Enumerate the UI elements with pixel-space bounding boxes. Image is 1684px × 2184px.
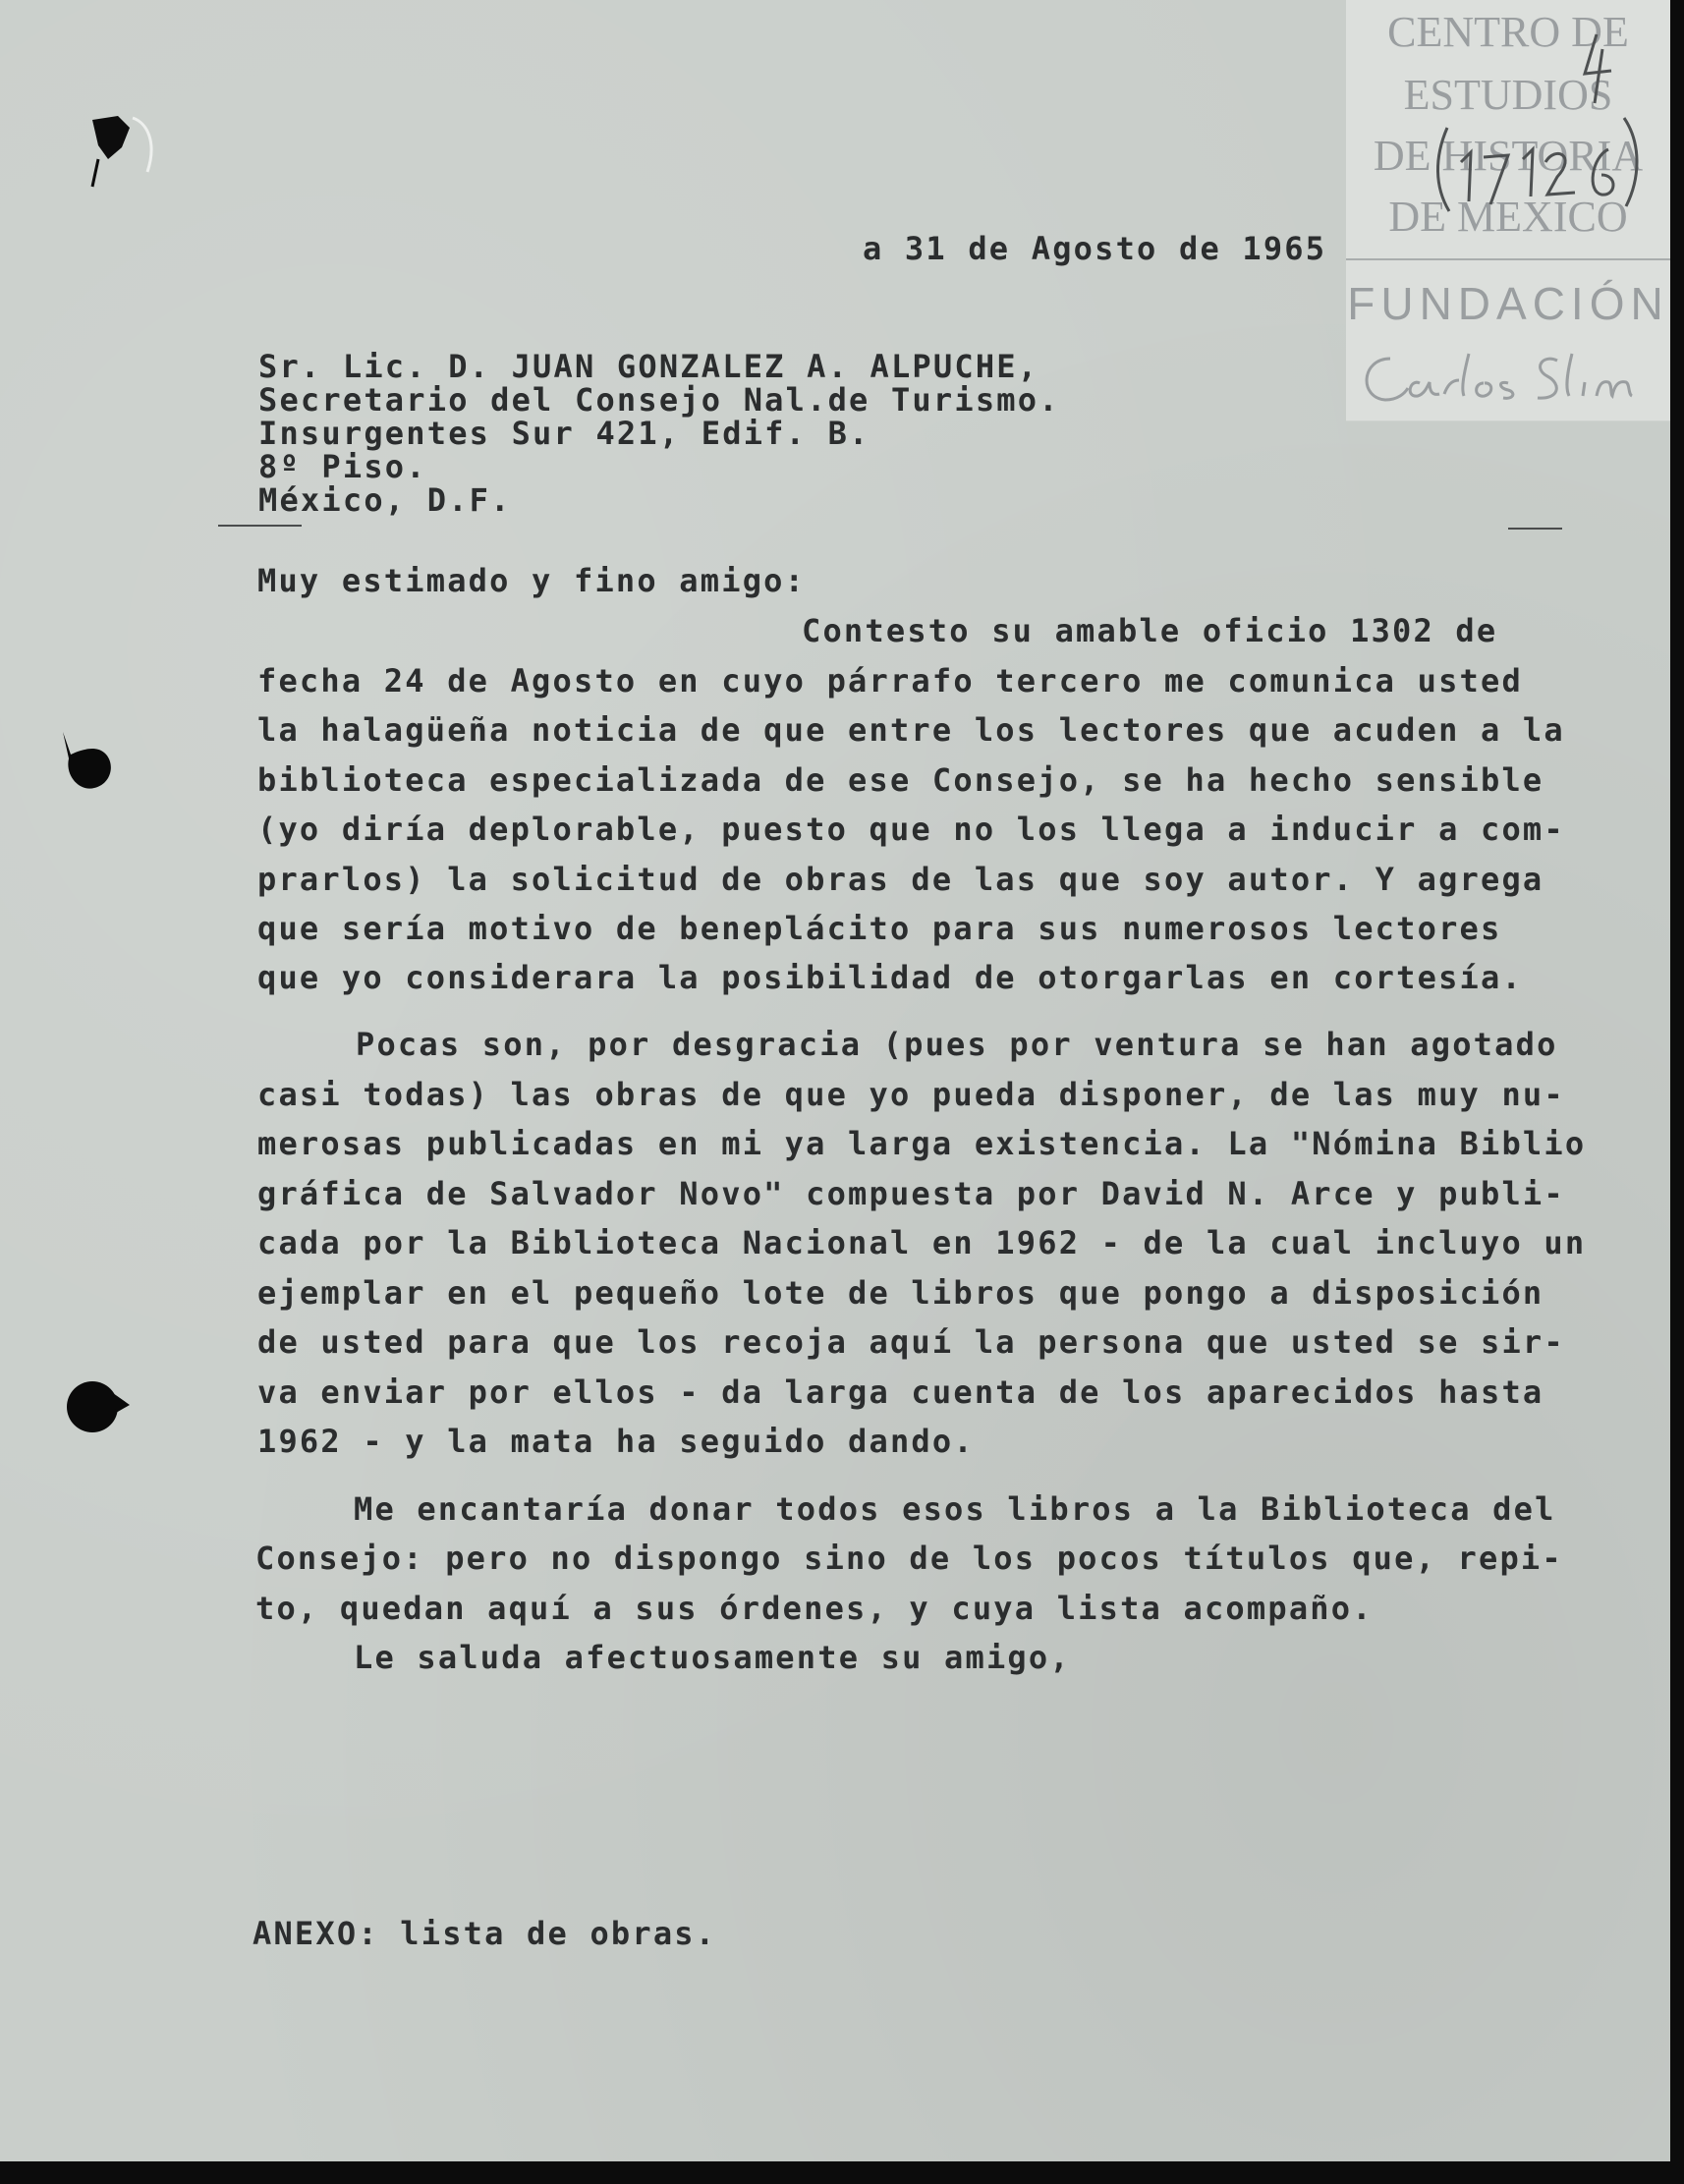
body-line: Me encantaría donar todos esos libros a la Biblioteca del xyxy=(354,1490,1556,1528)
foundation-signature-logo xyxy=(1351,339,1665,418)
body-line: to, quedan aquí a sus órdenes, y cuya lista acompaño. xyxy=(255,1590,1374,1627)
body-line: prarlos) la solicitud de obras de las que soy autor. Y agrega xyxy=(257,861,1544,898)
recipient-line: Sr. Lic. D. JUAN GONZALEZ A. ALPUCHE, xyxy=(258,348,1039,385)
margin-rule xyxy=(1508,528,1562,530)
torn-mark xyxy=(79,88,177,196)
annex-note: ANEXO: lista de obras. xyxy=(253,1915,717,1952)
stamp-line: DE MEXICO xyxy=(1388,193,1628,241)
margin-rule xyxy=(218,525,302,527)
body-line: de usted para que los recoja aquí la persona que usted se sir- xyxy=(257,1323,1565,1361)
body-line: fecha 24 de Agosto en cuyo párrafo tercero me comunica usted xyxy=(257,662,1523,700)
body-line: biblioteca especializada de ese Consejo, se ha hecho sensible xyxy=(257,761,1544,799)
salutation: Muy estimado y fino amigo: xyxy=(257,562,807,599)
body-line: que sería motivo de beneplácito para sus numerosos lectores xyxy=(257,910,1502,947)
scan-edge xyxy=(1670,0,1684,2184)
body-line: gráfica de Salvador Novo" compuesta por David N. Arce y publi- xyxy=(257,1175,1565,1212)
stamp-divider xyxy=(1346,258,1670,260)
body-line: 1962 - y la mata ha seguido dando. xyxy=(257,1423,975,1460)
punch-hole xyxy=(55,727,124,806)
recipient-line: México, D.F. xyxy=(258,481,512,519)
body-line: merosas publicadas en mi ya larga existencia. La "Nómina Biblio xyxy=(257,1125,1587,1162)
handwritten-annotation xyxy=(1430,29,1656,236)
stamp-line: DE HISTORIA xyxy=(1373,132,1644,180)
scan-edge xyxy=(0,2161,1684,2184)
body-line: (yo diría deplorable, puesto que no los llega a inducir a com- xyxy=(257,811,1565,848)
recipient-line: 8º Piso. xyxy=(258,448,427,485)
punch-hole xyxy=(59,1375,138,1444)
body-line: Contesto su amable oficio 1302 de xyxy=(802,612,1498,649)
stamp-line: ESTUDIOS xyxy=(1403,71,1613,119)
body-line: casi todas) las obras de que yo pueda disponer, de las muy nu- xyxy=(257,1076,1565,1113)
body-line: Pocas son, por desgracia (pues por ventura se han agotado xyxy=(356,1026,1558,1063)
closing: Le saluda afectuosamente su amigo, xyxy=(354,1639,1071,1676)
body-line: la halagüeña noticia de que entre los lectores que acuden a la xyxy=(257,711,1565,749)
recipient-line: Secretario del Consejo Nal.de Turismo. xyxy=(258,381,1060,419)
body-line: Consejo: pero no dispongo sino de los pocos títulos que, repi- xyxy=(255,1540,1563,1577)
body-line: que yo considerara la posibilidad de otorgarlas en cortesía. xyxy=(257,959,1523,996)
stamp-line: CENTRO DE xyxy=(1387,8,1629,56)
letter-date: a 31 de Agosto de 1965 xyxy=(863,230,1327,267)
stamp-foundation: FUNDACIÓN xyxy=(1347,278,1669,329)
recipient-line: Insurgentes Sur 421, Edif. B. xyxy=(258,415,870,452)
body-line: cada por la Biblioteca Nacional en 1962 - de la cual incluyo un xyxy=(257,1224,1587,1261)
body-line: ejemplar en el pequeño lote de libros que pongo a disposición xyxy=(257,1274,1544,1312)
body-line: va enviar por ellos - da larga cuenta de los aparecidos hasta xyxy=(257,1373,1544,1411)
